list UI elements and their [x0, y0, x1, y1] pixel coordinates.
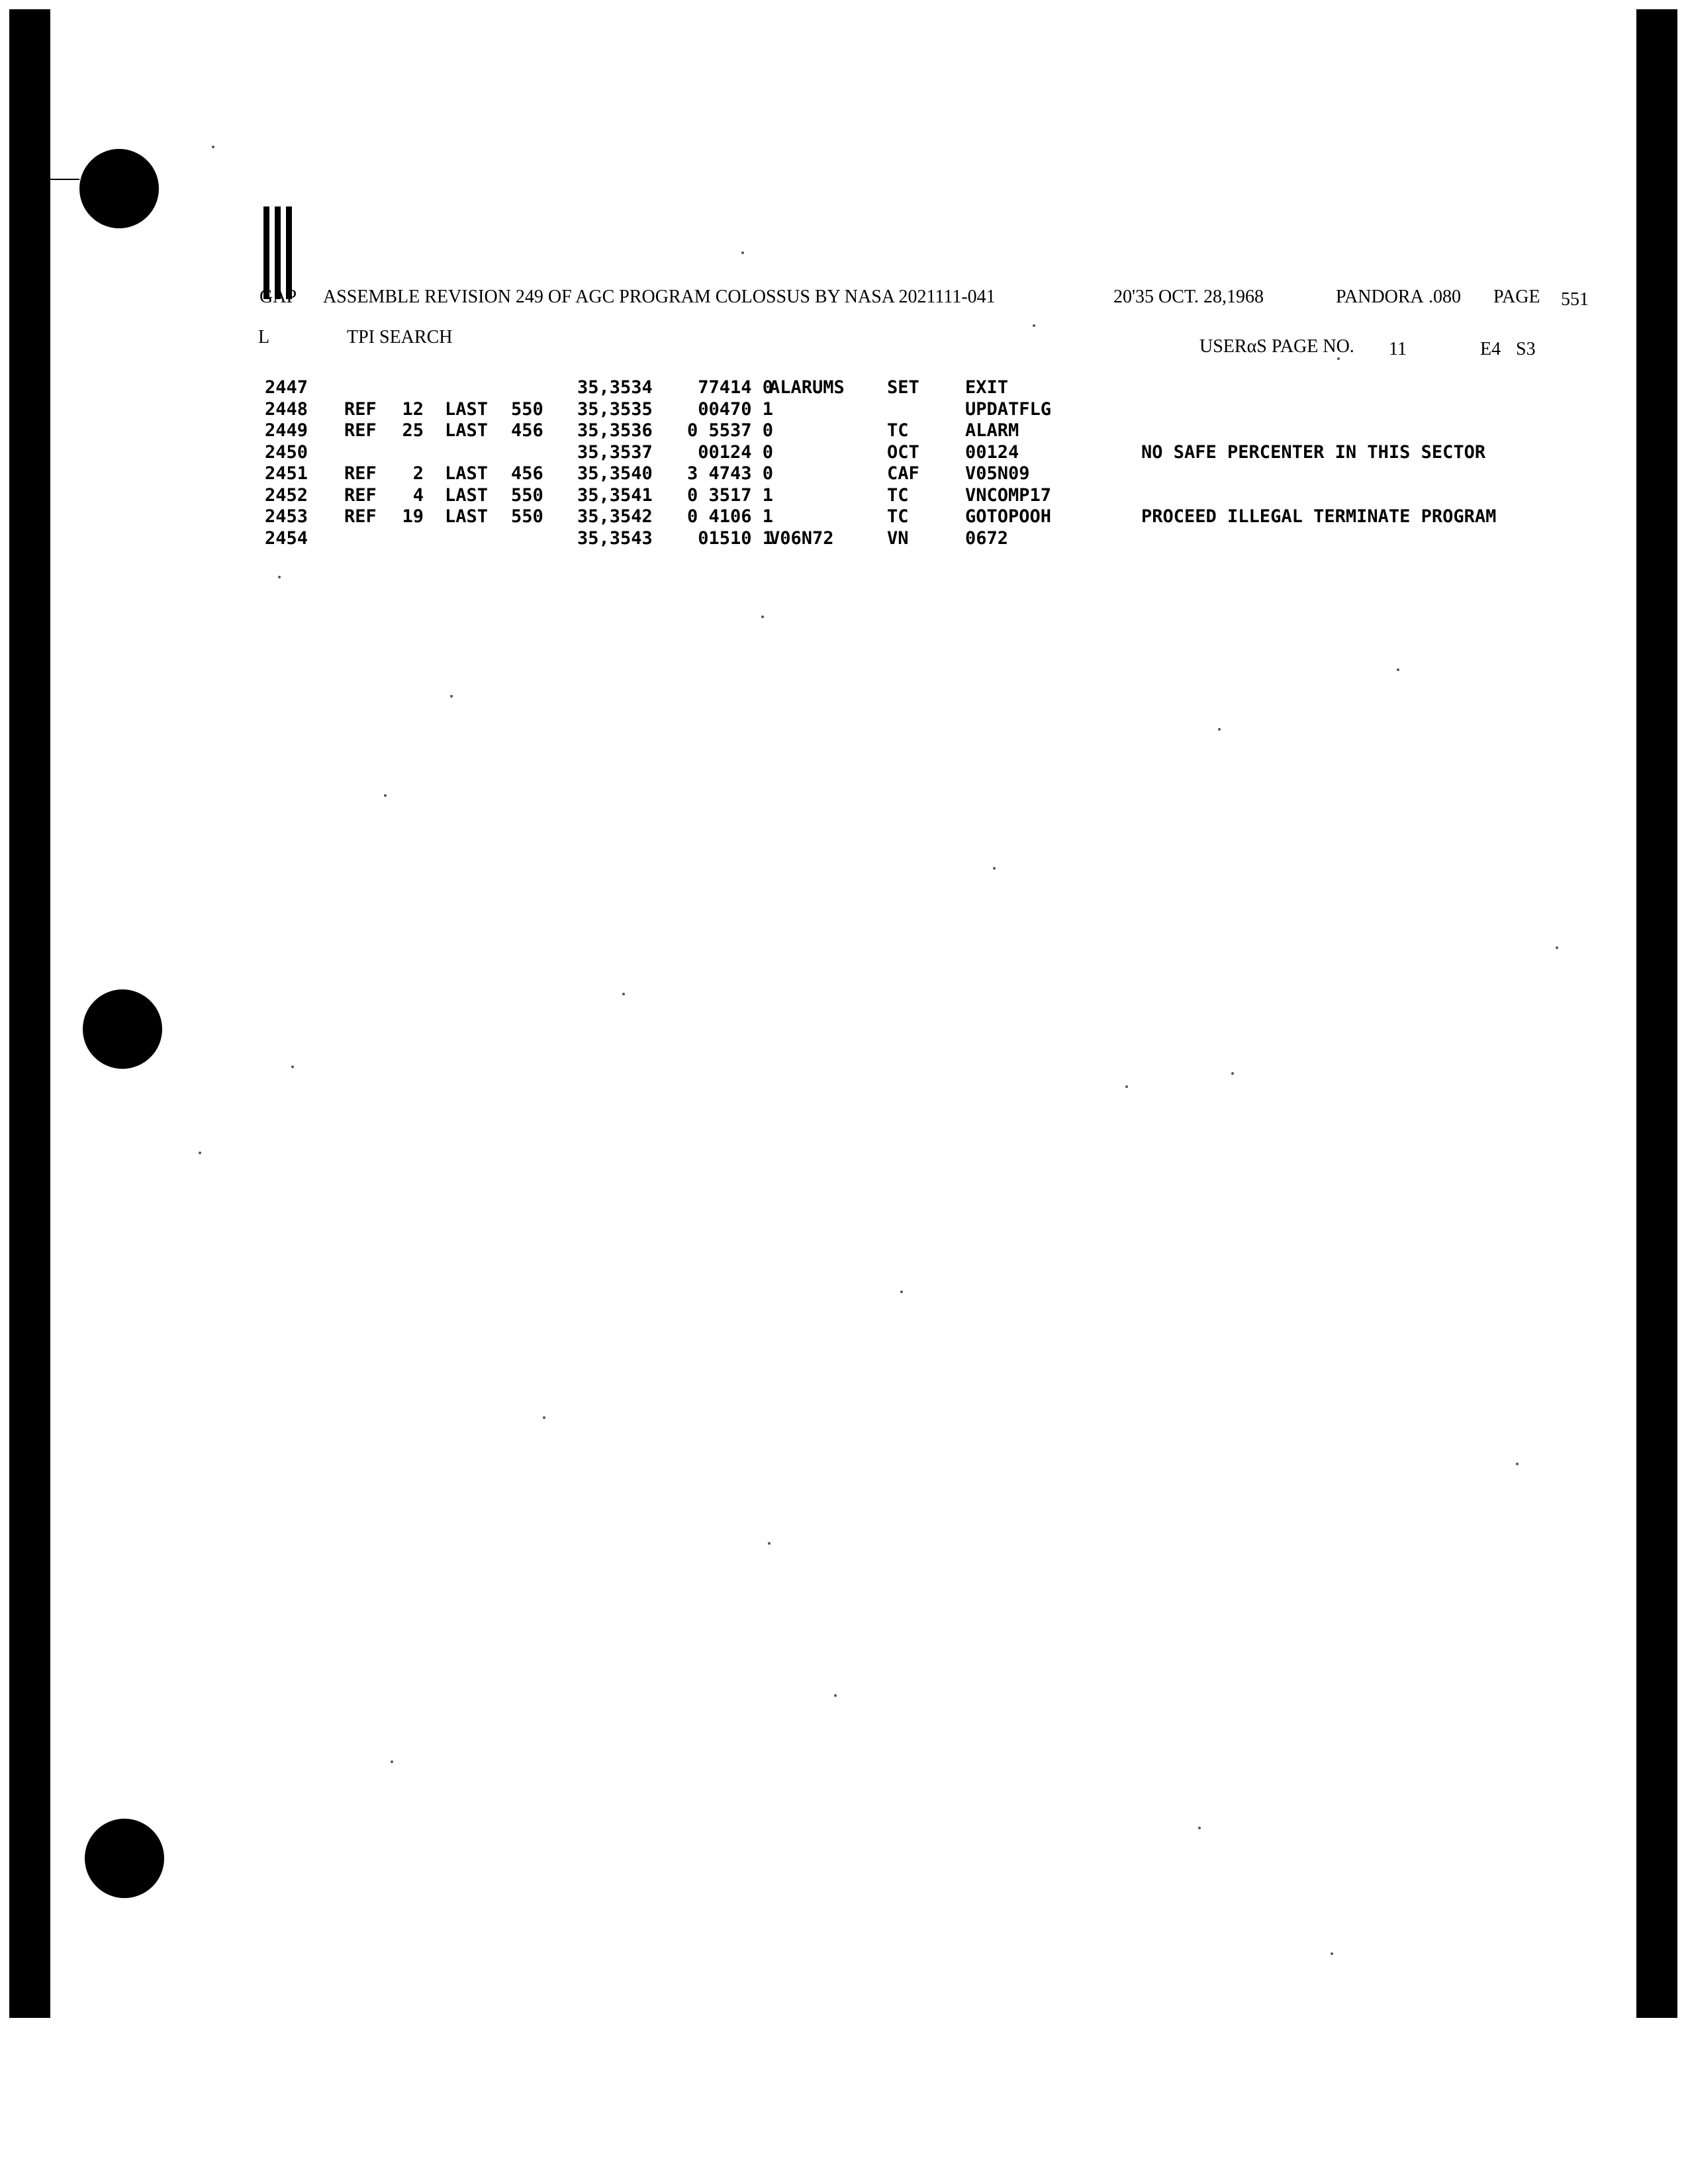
s-code: S3 — [1516, 339, 1536, 359]
header-page-number: 551 — [1561, 289, 1589, 310]
cell-code: 0 3517 1 — [686, 484, 773, 506]
cell-last: LAST — [445, 463, 489, 484]
header-version: .080 — [1429, 287, 1461, 307]
cell-code: 00470 1 — [698, 398, 773, 420]
cell-last-n: 550 — [511, 484, 543, 506]
left-edge-bar — [9, 9, 50, 2018]
speck — [391, 1760, 393, 1763]
speck — [1125, 1085, 1128, 1088]
section-title: TPI SEARCH — [347, 327, 453, 347]
cell-last-n: 456 — [511, 420, 543, 441]
cell-line: 2449 — [265, 420, 308, 441]
cell-label: V06N72 — [769, 527, 834, 549]
user-page-label: USERαS PAGE NO. — [1199, 336, 1354, 357]
cell-ref: REF — [344, 398, 377, 420]
cell-code: 01510 1 — [698, 527, 773, 549]
header-page-label: PAGE — [1493, 287, 1540, 307]
speck — [1033, 324, 1035, 327]
cell-op: SET — [887, 377, 919, 398]
cell-op: VN — [887, 527, 909, 549]
cell-operand: 00124 — [965, 441, 1019, 463]
header-timestamp: 20'35 OCT. 28,1968 — [1113, 287, 1264, 307]
cell-loc: 35,3536 — [577, 420, 653, 441]
cell-code: 00124 0 — [698, 441, 773, 463]
cell-comment: PROCEED ILLEGAL TERMINATE PROGRAM — [1141, 506, 1497, 527]
cell-op: TC — [887, 420, 909, 441]
cell-code: 0 5537 0 — [686, 420, 773, 441]
cell-loc: 35,3541 — [577, 484, 653, 506]
binder-hole-top — [79, 149, 159, 228]
cell-ref: REF — [344, 420, 377, 441]
cell-code: 3 4743 0 — [686, 463, 773, 484]
speck — [1556, 946, 1558, 949]
speck — [768, 1542, 771, 1545]
cell-operand: VNCOMP17 — [965, 484, 1052, 506]
speck — [1231, 1072, 1234, 1075]
speck — [1397, 668, 1399, 671]
cell-line: 2454 — [265, 527, 308, 549]
scan-scratch-mark — [45, 179, 79, 180]
cell-code: 0 4106 1 — [686, 506, 773, 527]
cell-loc: 35,3535 — [577, 398, 653, 420]
cell-ref: REF — [344, 506, 377, 527]
speck — [291, 1066, 294, 1068]
speck — [1218, 728, 1221, 731]
cell-ref-n: 2 — [412, 463, 424, 484]
speck — [1331, 1952, 1333, 1955]
speck — [1516, 1463, 1519, 1465]
cell-ref-n: 4 — [412, 484, 424, 506]
cell-line: 2451 — [265, 463, 308, 484]
speck — [834, 1694, 837, 1697]
speck — [741, 251, 744, 254]
cell-comment: NO SAFE PERCENTER IN THIS SECTOR — [1141, 441, 1486, 463]
cell-op: TC — [887, 506, 909, 527]
cell-code: 77414 0 — [698, 377, 773, 398]
cell-last: LAST — [445, 398, 489, 420]
speck — [900, 1291, 903, 1293]
header-title: ASSEMBLE REVISION 249 OF AGC PROGRAM COLOSSUS BY NASA 2021111-041 — [323, 287, 996, 307]
cell-ref-n: 19 — [402, 506, 424, 527]
cell-loc: 35,3540 — [577, 463, 653, 484]
cell-op: OCT — [887, 441, 919, 463]
cell-line: 2450 — [265, 441, 308, 463]
cell-label: ALARUMS — [769, 377, 845, 398]
speck — [278, 576, 281, 578]
speck — [543, 1416, 545, 1419]
cell-op: TC — [887, 484, 909, 506]
header-ident: GAP — [259, 287, 297, 307]
cell-operand: ALARM — [965, 420, 1019, 441]
cell-last: LAST — [445, 484, 489, 506]
cell-ref-n: 12 — [402, 398, 424, 420]
header-system: PANDORA — [1336, 287, 1424, 307]
speck — [1198, 1827, 1201, 1829]
cell-operand: GOTOPOOH — [965, 506, 1052, 527]
cell-line: 2453 — [265, 506, 308, 527]
speck — [761, 615, 764, 618]
cell-ref-n: 25 — [402, 420, 424, 441]
speck — [212, 146, 214, 148]
cell-operand: 0672 — [965, 527, 1009, 549]
right-edge-bar — [1636, 9, 1677, 2018]
cell-last: LAST — [445, 506, 489, 527]
binder-hole-bottom — [85, 1819, 164, 1898]
cell-last-n: 550 — [511, 398, 543, 420]
cell-last-n: 550 — [511, 506, 543, 527]
speck — [384, 794, 387, 797]
cell-loc: 35,3543 — [577, 527, 653, 549]
user-page-number: 11 — [1389, 339, 1407, 359]
cell-loc: 35,3542 — [577, 506, 653, 527]
cell-op: CAF — [887, 463, 919, 484]
cell-operand: UPDATFLG — [965, 398, 1052, 420]
cell-line: 2448 — [265, 398, 308, 420]
cell-last: LAST — [445, 420, 489, 441]
cell-line: 2452 — [265, 484, 308, 506]
cell-last-n: 456 — [511, 463, 543, 484]
speck — [622, 993, 625, 995]
speck — [993, 867, 996, 870]
cell-operand: V05N09 — [965, 463, 1030, 484]
cell-operand: EXIT — [965, 377, 1009, 398]
cell-ref: REF — [344, 484, 377, 506]
cell-loc: 35,3537 — [577, 441, 653, 463]
speck — [199, 1152, 201, 1154]
column-l-label: L — [258, 327, 270, 347]
cell-loc: 35,3534 — [577, 377, 653, 398]
cell-line: 2447 — [265, 377, 308, 398]
e-code: E4 — [1480, 339, 1501, 359]
speck — [450, 695, 453, 698]
speck — [1337, 357, 1340, 360]
tally-marker — [263, 206, 294, 299]
binder-hole-middle — [83, 989, 162, 1069]
cell-ref: REF — [344, 463, 377, 484]
